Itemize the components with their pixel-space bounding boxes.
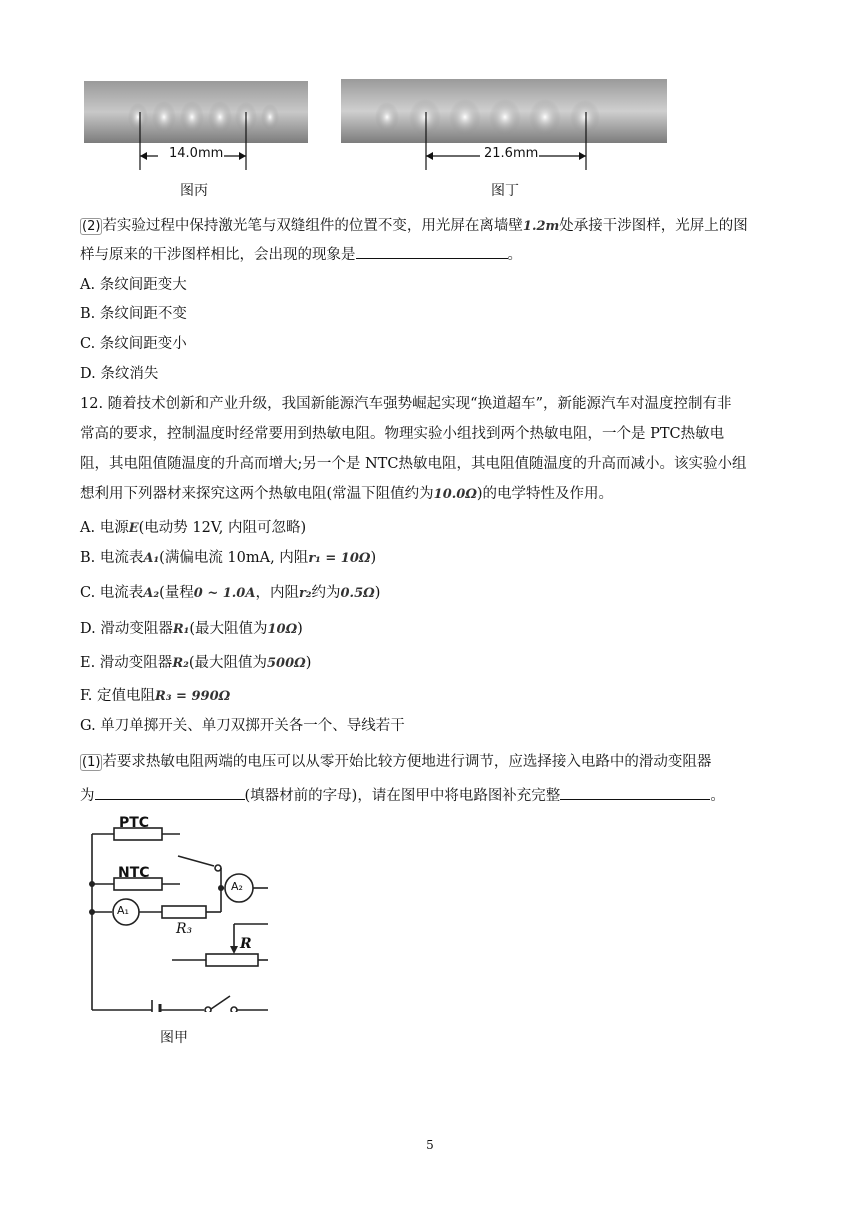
item-c-desc: (量程 [159,585,194,601]
measure-arrow-ding [420,112,600,172]
label-r3: R₃ [176,921,193,937]
figure-caption-ding: 图丁 [491,183,519,199]
sub1-blank-rheostat[interactable] [95,785,245,800]
rheostat-r [206,954,258,966]
item-d-label: D. 滑动变阻器 [80,621,173,637]
item-d-end: ) [297,621,303,637]
q12-item-f [80,685,230,708]
q12-sub1-line1 [80,751,711,774]
q2-option-c: C. 条纹间距变小 [80,336,187,352]
q2-option-d: D. 条纹消失 [80,366,159,382]
figure-caption-bing: 图丙 [180,183,208,199]
item-c-desc3: 约为 [311,585,341,601]
q12-line4-math: 10.0Ω [433,487,477,502]
item-c-math4: 0.5Ω [340,586,375,601]
sub1-end: 。 [710,788,725,804]
q12-item-e [80,652,311,675]
item-e-end: ) [305,655,312,671]
q2-option-b: B. 条纹间距不变 [80,306,187,322]
item-a-label: A. 电源 [80,520,129,536]
label-a1: A₁ [117,904,129,917]
sub1-blank-circuit[interactable] [560,785,710,800]
measure-arrow-bing [130,112,260,172]
item-d-math2: 10Ω [267,622,298,637]
resistor-r3 [162,906,206,918]
q2-option-a: A. 条纹间距变大 [80,277,187,293]
page-number: 5 [426,1138,434,1152]
item-e-label: E. 滑动变阻器 [80,655,173,671]
item-b-label: B. 电流表 [80,550,144,566]
label-ptc: PTC [119,815,150,831]
item-f-label: F. 定值电阻 [80,688,156,704]
item-c-label: C. 电流表 [80,585,144,601]
q12-line4-text-a: 想利用下列器材来探究这两个热敏电阻(常温下阻值约为 [80,486,434,502]
q12-line4-text-b: )的电学特性及作用。 [476,486,614,502]
q2-number: (2) [82,219,101,234]
circuit-diagram-jia [84,812,284,1012]
q12-line1: 12. 随着技术创新和产业升级，我国新能源汽车强势崛起实现“换道超车”，新能源汽车对温度控制有非 [80,396,732,412]
item-c-math2: 0 ~ 1.0A [193,586,256,601]
item-b-math: A₁ [143,551,160,566]
item-d-math: R₁ [172,622,190,637]
figure-caption-jia: 图甲 [160,1030,188,1046]
label-r: R [240,936,252,952]
q2-text3: 样与原来的干涉图样相比，会出现的现象是 [80,247,356,263]
q2-text1: 若实验过程中保持激光笔与双缝组件的位置不变，用光屏在离墙壁 [102,218,523,234]
q12-item-b [80,547,376,570]
label-a2: A₂ [231,880,243,893]
q12-item-c [80,582,380,605]
q12-item-d [80,618,303,641]
q2-end: 。 [507,247,522,263]
item-e-math: R₂ [172,656,189,671]
q2-text2: 处承接干涉图样，光屏上的图 [559,218,748,234]
q12-line3: 阻，其电阻值随温度的升高而增大;另一个是 NTC热敏电阻，其电阻值随温度的升高而减小。该实验小组 [80,456,747,472]
sub1-text2a: 为 [80,788,95,804]
sub1-text1: 若要求热敏电阻两端的电压可以从零开始比较方便地进行调节，应选择接入电路中的滑动变阻器 [102,754,712,770]
measure-label-bing: 14.0mm [169,146,224,161]
q12-sub1-line2 [80,785,725,807]
q2-line1 [80,215,748,238]
sub1-number: (1) [82,755,101,770]
q12-line2: 常高的要求，控制温度时经常要用到热敏电阻。物理实验小组找到两个热敏电阻，一个是 PTC热敏电 [80,426,725,442]
q12-line4 [80,483,613,506]
item-e-desc: (最大阻值为 [188,655,267,671]
item-a-desc: (电动势 12V, 内阻可忽略) [138,520,307,536]
q2-line2 [80,244,522,266]
q12-item-a [80,517,306,540]
item-c-math3: r₂ [298,586,312,601]
label-ntc: NTC [118,865,150,881]
item-d-desc: (最大阻值为 [189,621,268,637]
q2-math-distance: 1.2m [522,219,560,234]
item-e-math2: 500Ω [266,656,306,671]
item-c-math: A₂ [143,586,160,601]
item-b-desc: (满偏电流 10mA, 内阻 [159,550,309,566]
item-b-end: ) [370,550,377,566]
item-c-end: ) [374,585,381,601]
q2-answer-blank[interactable] [356,244,508,259]
item-c-desc2: ，内阻 [255,585,299,601]
item-b-math2: r₁ = 10Ω [308,551,371,566]
sub1-text2b: (填器材前的字母)，请在图甲中将电路图补充完整 [244,788,561,804]
item-a-math: E [128,521,139,536]
q12-item-g: G. 单刀单掷开关、单刀双掷开关各一个、导线若干 [80,718,405,734]
measure-label-ding: 21.6mm [484,146,539,161]
item-f-math: R₃ = 990Ω [155,689,231,704]
